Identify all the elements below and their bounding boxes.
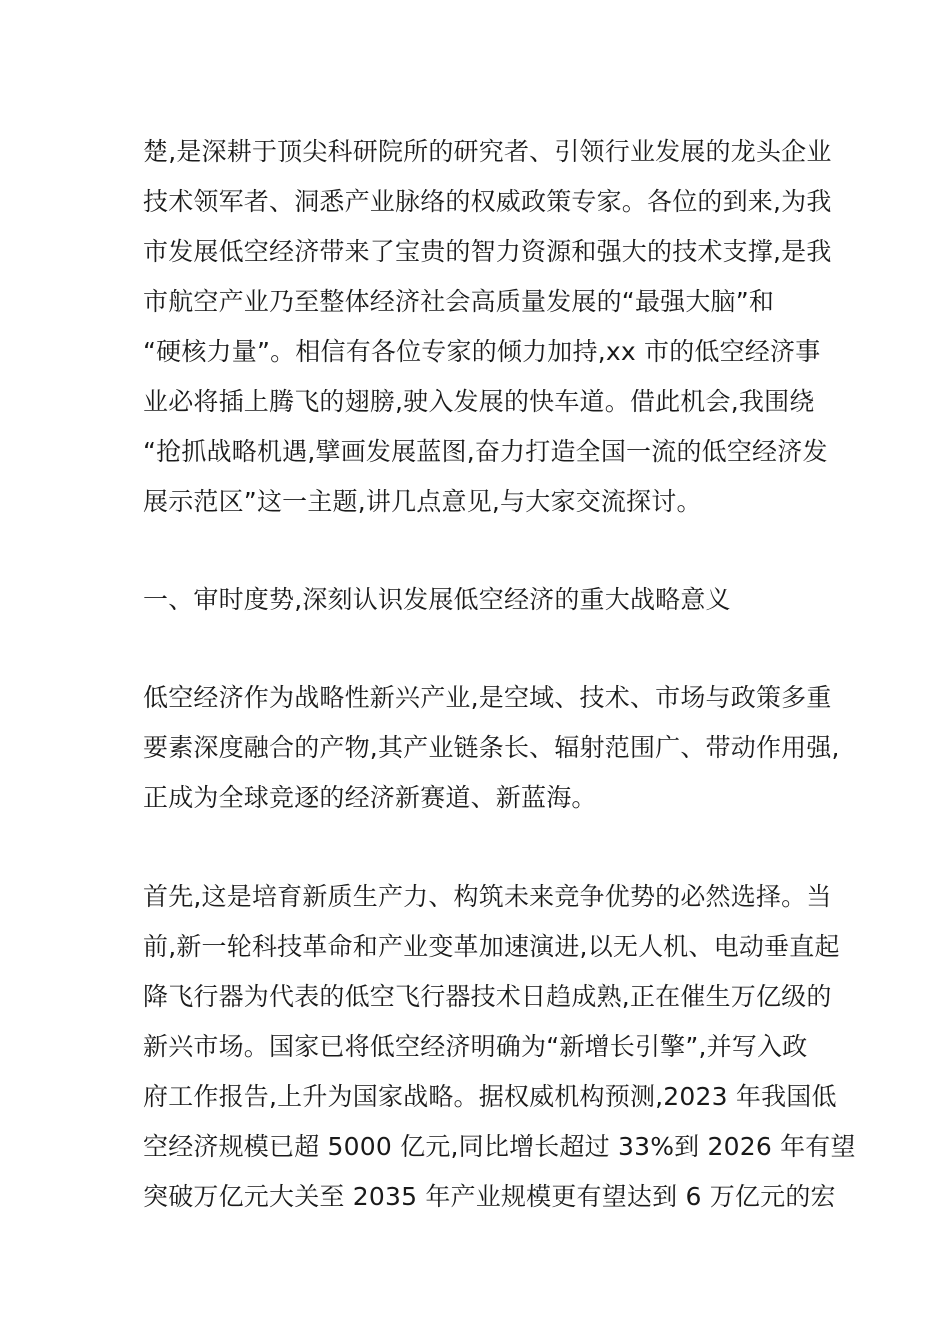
text-line: 前,新一轮科技革命和产业变革加速演进,以无人机、电动垂直起 — [143, 932, 840, 961]
text-line: 市航空产业乃至整体经济社会高质量发展的“最强大脑”和 — [143, 287, 775, 316]
text-line: 要素深度融合的产物,其产业链条长、辐射范围广、带动作用强, — [143, 733, 840, 762]
section-heading — [143, 575, 813, 625]
paragraph-intro — [143, 127, 832, 527]
text-line: 空经济规模已超 5000 亿元,同比增长超过 33%到 2026 年有望 — [143, 1132, 856, 1161]
text-line: 突破万亿元大关至 2035 年产业规模更有望达到 6 万亿元的宏 — [143, 1182, 836, 1211]
text-line: 新兴市场。国家已将低空经济明确为“新增长引擎”,并写入政 — [143, 1032, 808, 1061]
paragraph-first — [143, 872, 856, 1222]
heading-text: 一、审时度势,深刻认识发展低空经济的重大战略意义 — [143, 585, 731, 614]
paragraph-overview — [143, 673, 840, 823]
text-line: “硬核力量”。相信有各位专家的倾力加持,xx 市的低空经济事 — [143, 337, 821, 366]
text-line: 首先,这是培育新质生产力、构筑未来竞争优势的必然选择。当 — [143, 882, 832, 911]
text-line: 业必将插上腾飞的翅膀,驶入发展的快车道。借此机会,我围绕 — [143, 387, 815, 416]
text-line: 展示范区”这一主题,讲几点意见,与大家交流探讨。 — [143, 487, 702, 516]
text-line: “抢抓战略机遇,擘画发展蓝图,奋力打造全国一流的低空经济发 — [143, 437, 828, 466]
text-line: 府工作报告,上升为国家战略。据权威机构预测,2023 年我国低 — [143, 1082, 837, 1111]
text-line: 技术领军者、洞悉产业脉络的权威政策专家。各位的到来,为我 — [143, 187, 832, 216]
text-line: 低空经济作为战略性新兴产业,是空域、技术、市场与政策多重 — [143, 683, 832, 712]
text-line: 市发展低空经济带来了宝贵的智力资源和强大的技术支撑,是我 — [143, 237, 832, 266]
text-line: 正成为全球竞逐的经济新赛道、新蓝海。 — [143, 783, 597, 812]
text-line: 楚,是深耕于顶尖科研院所的研究者、引领行业发展的龙头企业 — [143, 137, 832, 166]
text-line: 降飞行器为代表的低空飞行器技术日趋成熟,正在催生万亿级的 — [143, 982, 832, 1011]
